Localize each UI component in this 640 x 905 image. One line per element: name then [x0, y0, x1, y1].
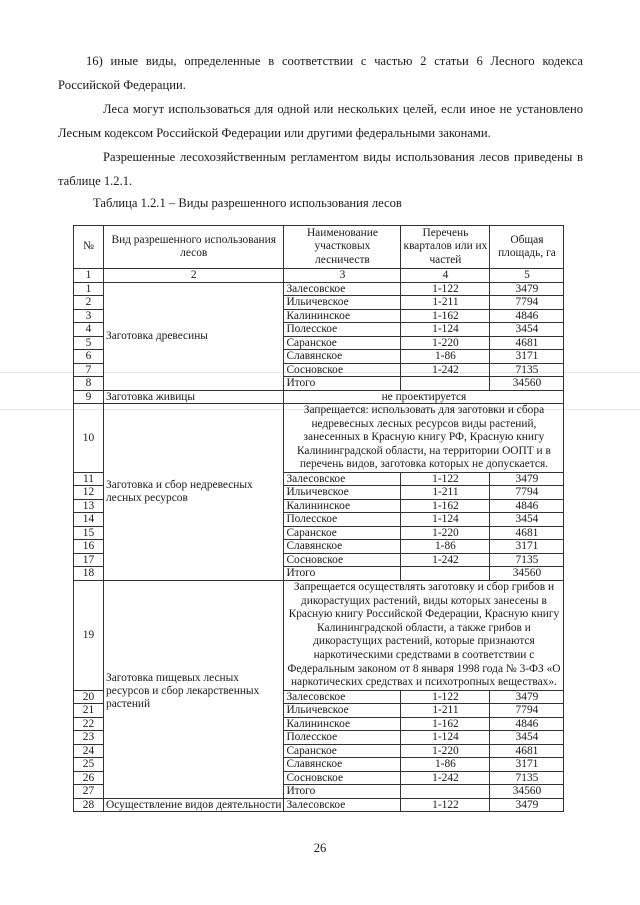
row-number: 14	[74, 513, 104, 527]
row-number: 9	[74, 390, 104, 404]
row-number: 13	[74, 499, 104, 513]
area-value: 3454	[490, 731, 564, 745]
row-number: 18	[74, 567, 104, 581]
prohibition-notice: Запрещается: использовать для заготовки и сбора недревесных лесных ресурсов виды растений, занесенных в Красную книгу РФ, Красную книгу Калининградской области, на территории ООПТ и в перечень видов, заготовка которых не допускается.	[284, 404, 564, 473]
table-caption: Таблица 1.2.1 – Виды разрешенного использования лесов	[93, 196, 402, 210]
district-name: Славянское	[284, 350, 401, 364]
area-value: 7135	[490, 771, 564, 785]
district-name: Саранское	[284, 526, 401, 540]
row-number: 16	[74, 540, 104, 554]
header-use-type: Вид разрешенного использования лесов	[104, 226, 284, 269]
paragraph-multiple-purposes: Леса могут использоваться для одной или нескольких целей, если иное не установлено Лесным кодексом Российской Федерации или другими федеральными законами.	[58, 102, 583, 140]
quarters-range: 1-220	[401, 744, 490, 758]
area-value: 7794	[490, 704, 564, 718]
quarters-range: 1-86	[401, 350, 490, 364]
total-label: Итого	[284, 567, 401, 581]
district-name: Саранское	[284, 336, 401, 350]
area-value: 3454	[490, 513, 564, 527]
quarters-range	[401, 377, 490, 391]
district-name: Калининское	[284, 717, 401, 731]
use-type-cell: Заготовка живицы	[104, 390, 284, 404]
area-value: 7135	[490, 553, 564, 567]
total-label: Итого	[284, 785, 401, 799]
column-number: 1	[74, 269, 104, 283]
column-number: 5	[490, 269, 564, 283]
quarters-range: 1-211	[401, 704, 490, 718]
header-number: №	[74, 226, 104, 269]
row-number: 28	[74, 798, 104, 812]
district-name: Саранское	[284, 744, 401, 758]
district-name: Полесское	[284, 731, 401, 745]
row-number: 20	[74, 690, 104, 704]
row-number: 10	[74, 404, 104, 473]
quarters-range: 1-162	[401, 499, 490, 513]
table-row-notice	[74, 404, 564, 473]
row-number: 21	[74, 704, 104, 718]
quarters-range: 1-124	[401, 731, 490, 745]
quarters-range: 1-122	[401, 472, 490, 486]
use-type-cell: Заготовка древесины	[104, 282, 284, 390]
use-type-cell: Осуществление видов деятельности	[104, 798, 284, 812]
district-name: Сосновское	[284, 553, 401, 567]
column-number: 2	[104, 269, 284, 283]
area-value: 3479	[490, 472, 564, 486]
row-number: 12	[74, 486, 104, 500]
row-number: 11	[74, 472, 104, 486]
quarters-range: 1-122	[401, 690, 490, 704]
district-name: Сосновское	[284, 363, 401, 377]
page-number: 26	[313, 841, 327, 855]
total-label: Итого	[284, 377, 401, 391]
quarters-range: 1-242	[401, 553, 490, 567]
quarters-range: 1-86	[401, 758, 490, 772]
district-name: Залесовское	[284, 282, 401, 296]
area-value: 3171	[490, 758, 564, 772]
not-planned-note: не проектируется	[284, 390, 564, 404]
table-row	[74, 282, 564, 296]
table-row	[74, 390, 564, 404]
area-value: 3479	[490, 690, 564, 704]
district-name: Залесовское	[284, 472, 401, 486]
total-area-value: 34560	[490, 567, 564, 581]
row-number: 8	[74, 377, 104, 391]
area-value: 3454	[490, 323, 564, 337]
row-number: 25	[74, 758, 104, 772]
header-area: Общая площадь, га	[490, 226, 564, 269]
total-area-value: 34560	[490, 785, 564, 799]
table-row	[74, 798, 564, 812]
district-name: Сосновское	[284, 771, 401, 785]
use-type-cell	[104, 404, 284, 581]
area-value: 3171	[490, 350, 564, 364]
area-value: 7135	[490, 363, 564, 377]
area-value: 7794	[490, 486, 564, 500]
quarters-range: 1-220	[401, 336, 490, 350]
area-value: 3479	[490, 798, 564, 812]
row-number: 27	[74, 785, 104, 799]
header-quarters: Перечень кварталов или их частей	[401, 226, 490, 269]
row-number: 22	[74, 717, 104, 731]
use-type-cell: Заготовка пищевых лесных ресурсов и сбор лекарственных растений	[104, 580, 284, 798]
row-number: 4	[74, 323, 104, 337]
district-name: Калининское	[284, 499, 401, 513]
use-type-label: Заготовка и сбор недревесных лесных ресурсов	[106, 478, 253, 504]
area-value: 3171	[490, 540, 564, 554]
area-value: 7794	[490, 296, 564, 310]
quarters-range: 1-162	[401, 309, 490, 323]
prohibition-notice: Запрещается осуществлять заготовку и сбор грибов и дикорастущих растений, виды которых занесены в Красную книгу Российской Федерации, Красную книгу Калининградской области, а также грибов и дикорастущих растений, которые признаются наркотическими средствами в соответствии с Федеральным законом от 8 января 1998 года № 3-ФЗ «О наркотических средствах и психотропных веществах».	[284, 580, 564, 690]
quarters-range: 1-124	[401, 323, 490, 337]
area-value: 3479	[490, 282, 564, 296]
paragraph-table-reference: Разрешенные лесохозяйственным регламентом виды использования лесов приведены в таблице 1.2.1.	[58, 150, 583, 188]
row-number: 19	[74, 580, 104, 690]
district-name: Залесовское	[284, 798, 401, 812]
district-name: Ильичевское	[284, 486, 401, 500]
row-number: 1	[74, 282, 104, 296]
quarters-range: 1-124	[401, 513, 490, 527]
quarters-range	[401, 785, 490, 799]
quarters-range: 1-162	[401, 717, 490, 731]
quarters-range: 1-122	[401, 282, 490, 296]
header-district: Наименование участковых лесничеств	[284, 226, 401, 269]
quarters-range: 1-242	[401, 363, 490, 377]
quarters-range: 1-242	[401, 771, 490, 785]
forest-use-table	[73, 225, 564, 812]
area-value: 4681	[490, 526, 564, 540]
column-number-row	[74, 269, 564, 283]
quarters-range: 1-211	[401, 296, 490, 310]
total-area-value: 34560	[490, 377, 564, 391]
quarters-range: 1-220	[401, 526, 490, 540]
row-number: 26	[74, 771, 104, 785]
area-value: 4846	[490, 309, 564, 323]
column-number: 3	[284, 269, 401, 283]
area-value: 4681	[490, 336, 564, 350]
area-value: 4846	[490, 499, 564, 513]
row-number: 7	[74, 363, 104, 377]
row-number: 6	[74, 350, 104, 364]
table-row-notice	[74, 580, 564, 690]
quarters-range: 1-86	[401, 540, 490, 554]
row-number: 17	[74, 553, 104, 567]
district-name: Залесовское	[284, 690, 401, 704]
row-number: 24	[74, 744, 104, 758]
row-number: 3	[74, 309, 104, 323]
district-name: Славянское	[284, 540, 401, 554]
area-value: 4846	[490, 717, 564, 731]
quarters-range	[401, 567, 490, 581]
table-header-row	[74, 226, 564, 269]
district-name: Полесское	[284, 513, 401, 527]
quarters-range: 1-122	[401, 798, 490, 812]
district-name: Калининское	[284, 309, 401, 323]
district-name: Полесское	[284, 323, 401, 337]
area-value: 4681	[490, 744, 564, 758]
row-number: 15	[74, 526, 104, 540]
paragraph-other-uses: 16) иные виды, определенные в соответствии с частью 2 статьи 6 Лесного кодекса Российской Федерации.	[58, 54, 583, 92]
district-name: Ильичевское	[284, 704, 401, 718]
district-name: Ильичевское	[284, 296, 401, 310]
row-number: 23	[74, 731, 104, 745]
quarters-range: 1-211	[401, 486, 490, 500]
row-number: 2	[74, 296, 104, 310]
column-number: 4	[401, 269, 490, 283]
row-number: 5	[74, 336, 104, 350]
district-name: Славянское	[284, 758, 401, 772]
